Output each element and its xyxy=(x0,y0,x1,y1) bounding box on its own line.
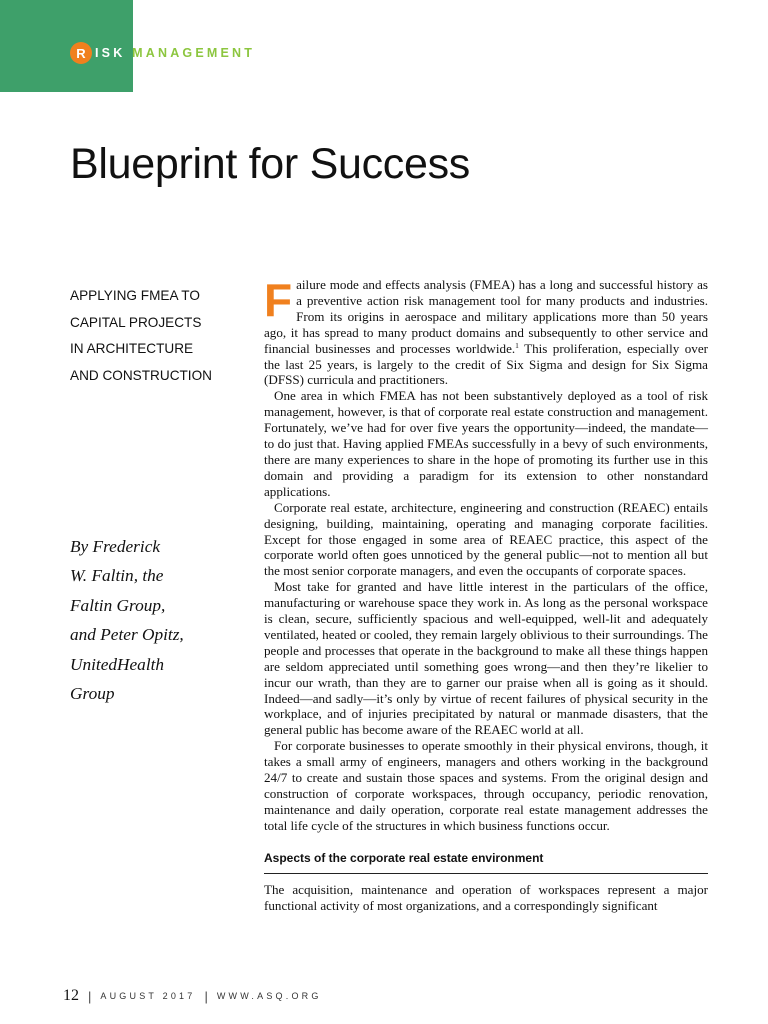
article-paragraph xyxy=(264,274,708,388)
department-name xyxy=(95,46,255,60)
paragraph-text: This proliferation, especially over the last 25 years, is largely to the credit of Six Sigma and design for Six Sigma (DFSS) curricula and practitioners. xyxy=(264,340,708,388)
footer-separator: | xyxy=(88,988,92,1004)
department-name-white: ISK xyxy=(95,46,133,60)
byline-line: W. Faltin, the xyxy=(70,566,164,586)
byline-line: Faltin Group, xyxy=(70,595,166,615)
article-subtitle xyxy=(70,283,245,389)
page-number: 12 xyxy=(63,987,79,1004)
byline-line: By Frederick xyxy=(70,537,161,556)
byline-line: and Peter Opitz, xyxy=(70,625,184,645)
website-link[interactable]: WWW.ASQ.ORG xyxy=(216,991,322,1001)
article-paragraph: Most take for granted and have little interest in the particulars of the office, manufacturing or warehouse space they work in. As long as the personal workspace is clean, secure, sufficiently spacious and well-equipped, well-lit and adequately ventilated, heated or cooled, they remain largely oblivious to their surroundings. The people and processes that operate in the background to make all these things happen are seldom appreciated until something goes wrong—and then they’re likelier to incur our wrath, than they are to garner our praise when all is going as it should. Indeed—and sadly—it’s only by virtue of recent failures of physical security in the workplace, and of injuries precipitated by natural or manmade disasters, that the general public has become aware of the REAEC world at all. xyxy=(264,579,708,738)
byline-line: Group xyxy=(70,684,115,704)
subtitle-line: AND CONSTRUCTION xyxy=(70,367,212,383)
subtitle-line: APPLYING FMEA TO xyxy=(70,288,200,303)
section-heading: Aspects of the corporate real estate environment xyxy=(264,850,708,874)
subtitle-line: IN ARCHITECTURE xyxy=(70,341,194,356)
footnote-marker: 1 xyxy=(515,340,519,350)
issue-date: AUGUST 2017 xyxy=(100,991,196,1001)
byline-line: UnitedHealth xyxy=(70,654,165,674)
article-body xyxy=(264,274,708,914)
page-footer xyxy=(63,986,322,1006)
article-title: Blueprint for Success xyxy=(70,140,470,188)
drop-cap: F xyxy=(264,274,293,326)
article-paragraph: One area in which FMEA has not been substantively deployed as a tool of risk management, however, is that of corporate real estate construction and management. Fortunately, we’ve had for over five years the opportunity—indeed, the mandate—to do just that. Having applied FMEAs successfully in a bevy of such environments, there are many experiences to share in the hope of promoting its further use in this domain and providing a paradigm for its extension to other nonstandard applications. xyxy=(264,388,708,499)
subtitle-line: CAPITAL PROJECTS xyxy=(70,314,202,330)
article-paragraph: Corporate real estate, architecture, engineering and construction (REAEC) entails designing, building, maintaining, operating and managing corporate facilities. Except for those engaged in some area of REAEC practice, this aspect of the corporate world often goes unnoticed by the general public—not to mention all but the most senior corporate managers, and even the occupants of corporate spaces. xyxy=(264,499,708,579)
footer-separator: | xyxy=(204,988,208,1004)
department-initial-badge: R xyxy=(70,42,92,64)
department-name-green: MANAGEMENT xyxy=(132,46,256,60)
article-paragraph: For corporate businesses to operate smoothly in their physical environs, though, it takes a small army of engineers, managers and others working in the background 24/7 to create and sustain those spaces and systems. From the original design and construction of corporate workspaces, through occupancy, periodic renovation, maintenance and daily operation, corporate real estate management addresses the total life cycle of the structures in which business functions occur. xyxy=(264,738,708,833)
author-byline xyxy=(70,532,245,708)
department-label xyxy=(70,40,255,66)
paragraph-text: ailure mode and effects analysis (FMEA) has a long and successful history as a preventive action risk management tool for many products and industries. From its origins in aerospace and military applications more than 50 years ago, it has spread to many product domains and subsequently to other service and financial businesses and processes worldwide. xyxy=(264,277,708,356)
article-paragraph: The acquisition, maintenance and operation of workspaces represent a major functional activity of most organizations, and a correspondingly significant xyxy=(264,881,708,913)
